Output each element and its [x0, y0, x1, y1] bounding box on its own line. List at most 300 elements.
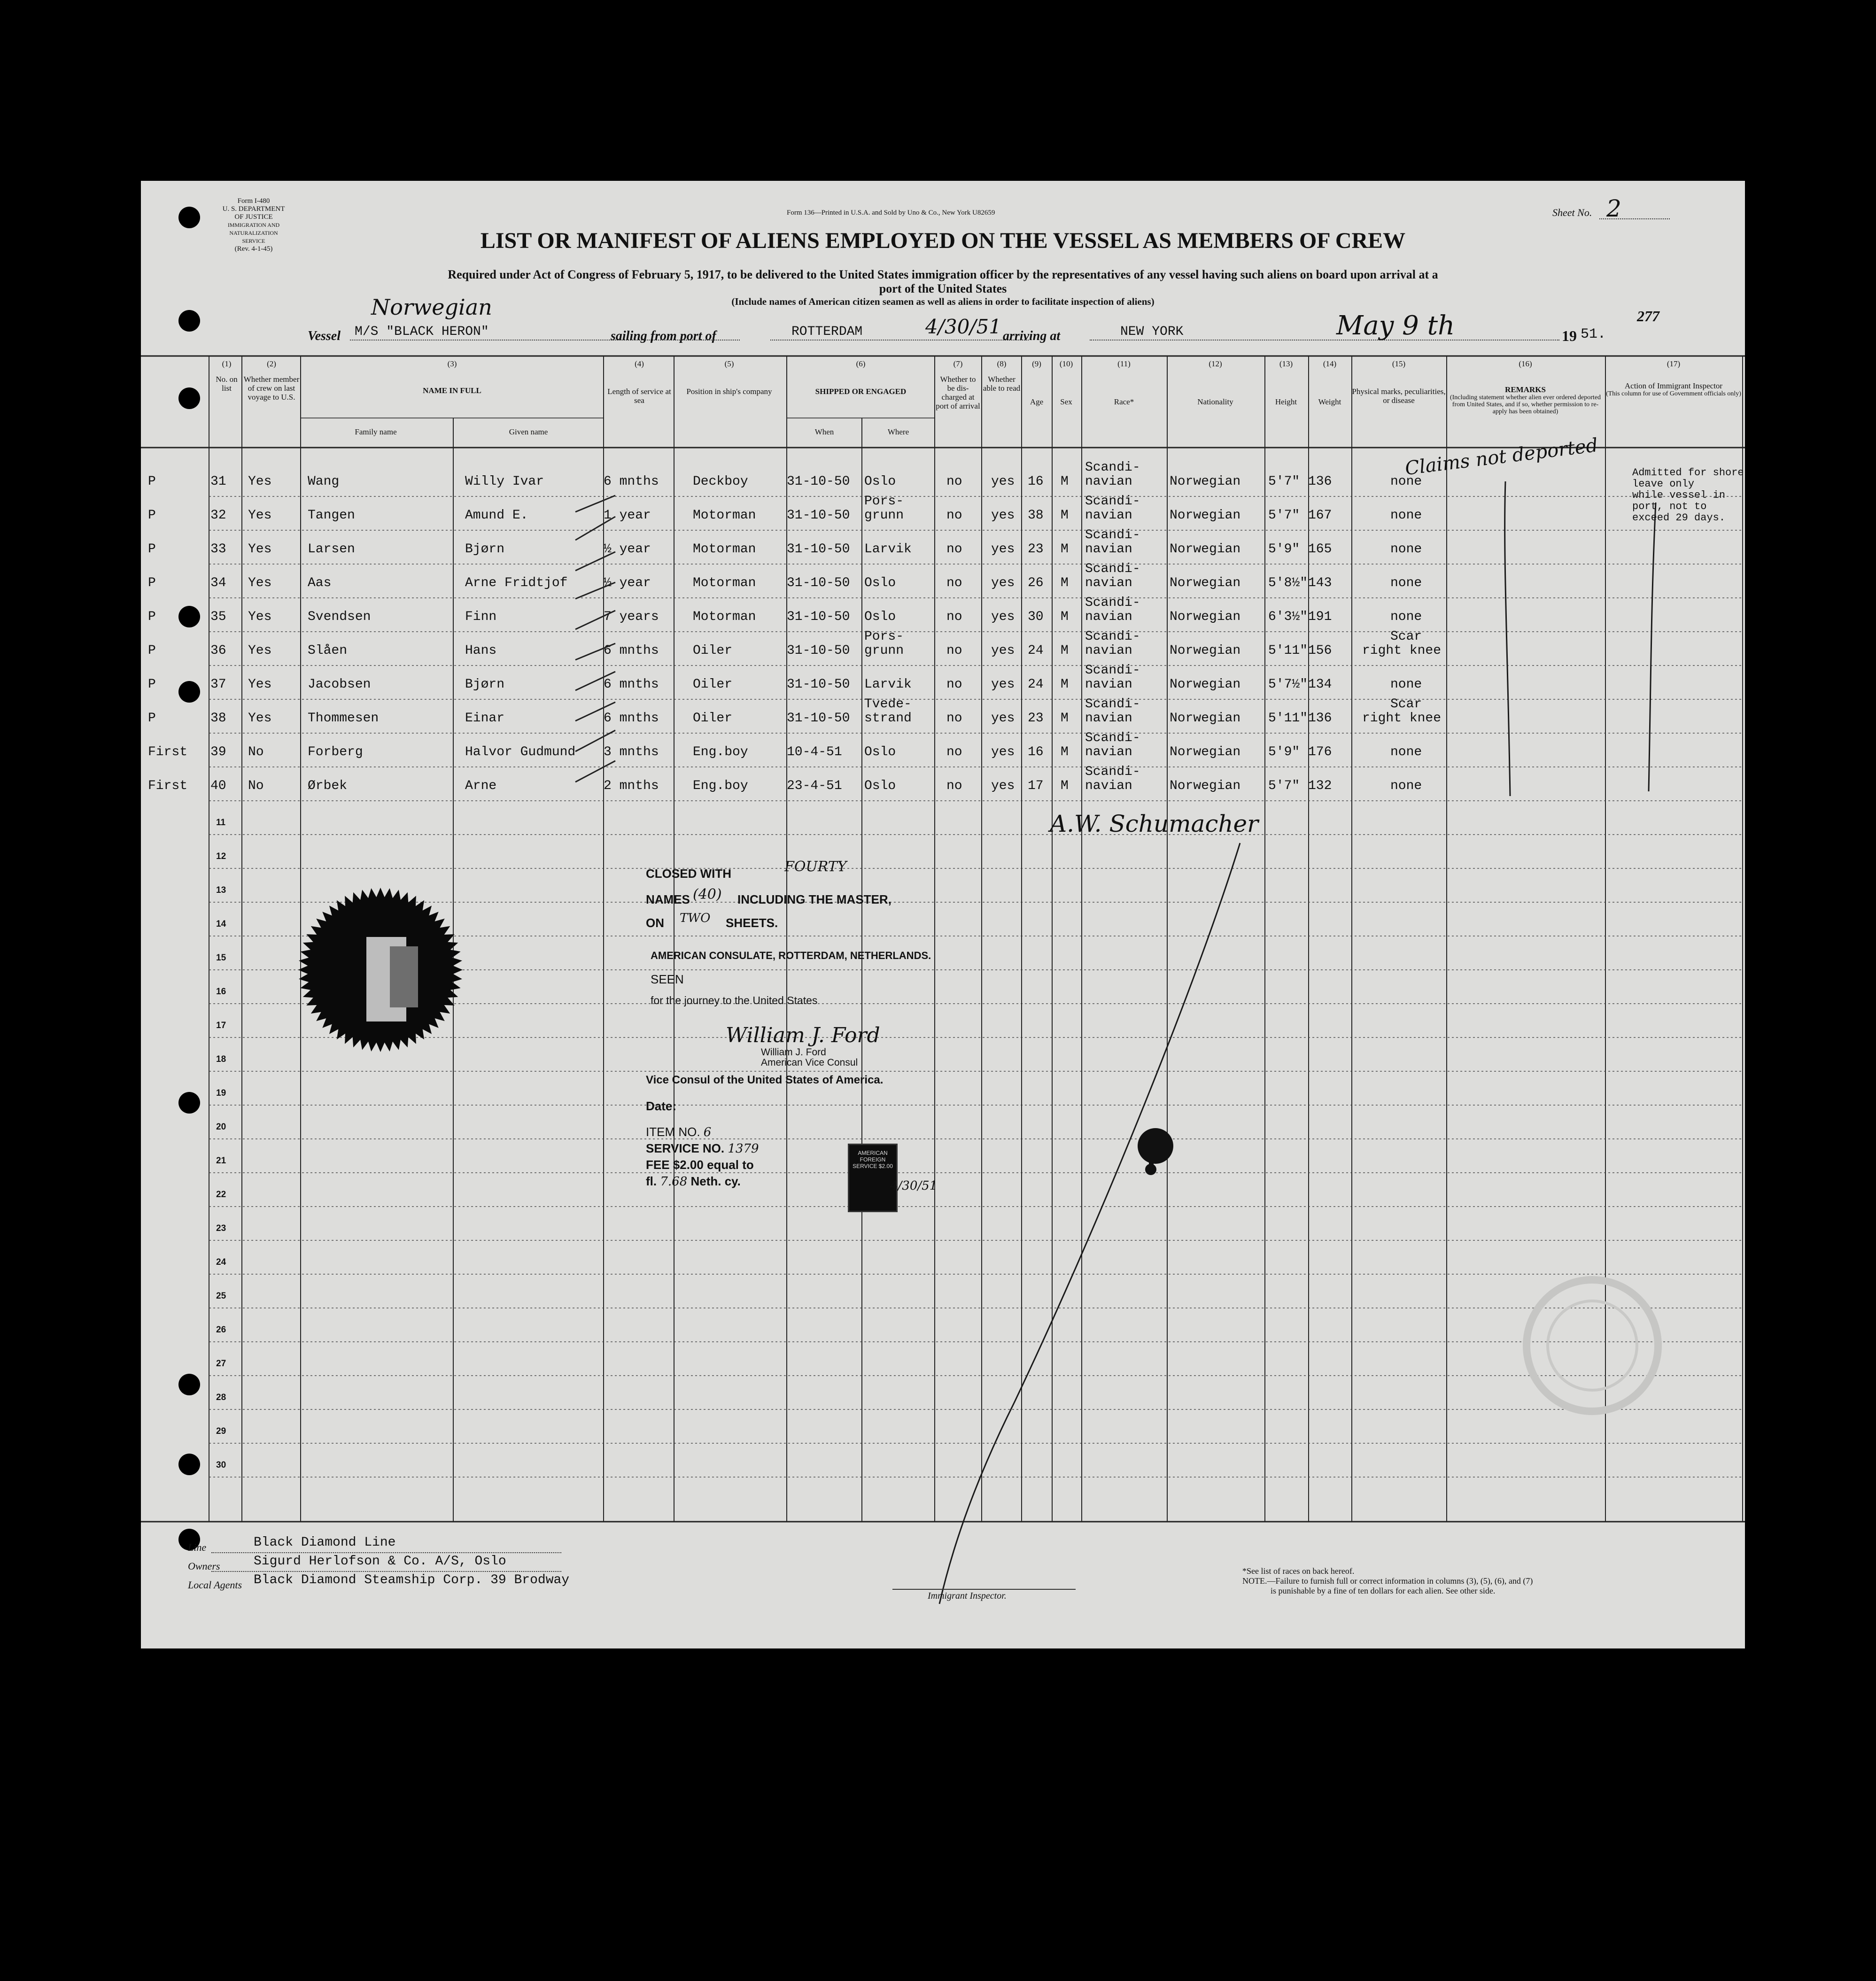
crew-physical-marks: none: [1390, 474, 1422, 489]
crew-race-line2: navian: [1085, 677, 1132, 692]
crew-position: Motorman: [693, 542, 756, 557]
crew-physical-marks: Scar: [1390, 697, 1422, 712]
crew-sex: M: [1061, 508, 1069, 523]
row-number: 13: [216, 885, 226, 895]
closed-count-number: (40): [693, 886, 722, 903]
crew-shipped-when: 31-10-50: [787, 643, 850, 658]
closed-with-label: CLOSED WITH: [646, 867, 731, 881]
crew-shipped-when: 31-10-50: [787, 677, 850, 692]
col8-number: (8): [997, 359, 1007, 368]
crew-race-line2: navian: [1085, 542, 1132, 557]
crew-shipped-where: Larvik: [864, 677, 912, 692]
crew-nationality: Norwegian: [1170, 576, 1241, 590]
crew-can-read: yes: [991, 508, 1015, 523]
arrival-year: 51.: [1581, 326, 1606, 342]
crew-given-name: Bjørn: [465, 542, 505, 557]
crew-last-voyage: Yes: [248, 610, 272, 624]
crew-shipped-where: Oslo: [864, 474, 896, 489]
on-label: ON: [646, 916, 664, 930]
crew-family-name: Svendsen: [308, 610, 371, 624]
row-number: 24: [216, 1257, 226, 1267]
crew-shipped-where: Pors-: [864, 629, 904, 644]
crew-number: 31: [210, 474, 226, 489]
remarks-line-2: while vessel in port, not to: [1632, 489, 1726, 512]
crew-race: Scandi-: [1085, 697, 1140, 712]
crew-service: 6 mnths: [604, 643, 659, 658]
crew-nationality: Norwegian: [1170, 610, 1241, 624]
crew-height: 5'11": [1268, 711, 1308, 726]
journey-text: for the journey to the United States: [651, 994, 818, 1006]
crew-weight: 132: [1308, 779, 1332, 793]
crew-last-voyage: Yes: [248, 542, 272, 557]
sheet-label: Sheet No.: [1552, 207, 1592, 218]
row-number: 29: [216, 1426, 226, 1436]
crew-last-voyage: Yes: [248, 643, 272, 658]
crew-class: P: [148, 711, 156, 726]
immigrant-inspector-label: Immigrant Inspector.: [928, 1591, 1007, 1601]
department-service: IMMIGRATION AND NATURALIZATION SERVICE: [227, 222, 280, 244]
crew-age: 30: [1028, 610, 1044, 624]
crew-discharged: no: [946, 711, 962, 726]
crew-number: 39: [210, 745, 226, 759]
crew-shipped-when: 31-10-50: [787, 542, 850, 557]
crew-class: P: [148, 677, 156, 692]
col6-header: SHIPPED OR ENGAGED: [815, 387, 907, 396]
crew-race: Scandi-: [1085, 596, 1140, 610]
crew-nationality: Norwegian: [1170, 779, 1241, 793]
footer-notes: [1242, 1566, 1533, 1596]
crew-given-name: Amund E.: [465, 508, 528, 523]
crew-shipped-when: 31-10-50: [787, 474, 850, 489]
crew-class: First: [148, 779, 188, 793]
crew-height: 5'7½": [1268, 677, 1308, 692]
crew-age: 17: [1028, 779, 1044, 793]
crew-shipped-where-line2: strand: [864, 711, 912, 726]
crew-last-voyage: No: [248, 779, 264, 793]
crew-service: ½ year: [604, 542, 651, 557]
crew-service: 6 mnths: [604, 474, 659, 489]
note-penalty: NOTE.—Failure to furnish full or correct information in columns (3), (5), (6), and (7): [1242, 1576, 1533, 1586]
crew-shipped-where-line2: grunn: [864, 508, 904, 523]
crew-weight: 136: [1308, 711, 1332, 726]
inspector-signature-line: [892, 1589, 1076, 1590]
crew-sex: M: [1061, 711, 1069, 726]
crew-shipped-where-line2: grunn: [864, 643, 904, 658]
manifest-title: LIST OR MANIFEST OF ALIENS EMPLOYED ON THE VESSEL AS MEMBERS OF CREW: [480, 228, 1406, 253]
col17-header: Action of Immigrant Inspector: [1624, 381, 1723, 390]
subtitle-line-3: (Include names of American citizen seamen as well as aliens in order to facilitate inspection of aliens): [731, 296, 1155, 307]
owners-label: Owners: [188, 1560, 220, 1572]
crew-last-voyage: Yes: [248, 711, 272, 726]
crew-shipped-when: 31-10-50: [787, 576, 850, 590]
crew-class: P: [148, 576, 156, 590]
crew-can-read: yes: [991, 542, 1015, 557]
crew-position: Motorman: [693, 508, 756, 523]
nationality-annotation: Norwegian: [371, 294, 492, 320]
col2-header: Whether member of crew on last voyage to U.S.: [243, 375, 300, 402]
col10-number: (10): [1059, 359, 1073, 368]
crew-nationality: Norwegian: [1170, 643, 1241, 658]
crew-family-name: Ørbek: [308, 779, 348, 793]
col16-number: (16): [1519, 359, 1532, 368]
crew-physical-marks: none: [1390, 610, 1422, 624]
subtitle-line-1: Required under Act of Congress of February 5, 1917, to be delivered to the United States immigration officer by the representatives of any vessel having such aliens on board upon arrival at a: [448, 268, 1438, 281]
arrival-date: May 9 th: [1336, 310, 1455, 341]
embossed-seal: [1517, 1270, 1667, 1421]
col8-header: Whether able to read: [983, 375, 1021, 393]
crew-nationality: Norwegian: [1170, 474, 1241, 489]
crew-discharged: no: [946, 745, 962, 759]
col11-number: (11): [1117, 359, 1131, 368]
crew-can-read: yes: [991, 677, 1015, 692]
row-number: 22: [216, 1190, 226, 1199]
crew-age: 16: [1028, 474, 1044, 489]
arrival-port: NEW YORK: [1120, 325, 1184, 339]
crew-race: Scandi-: [1085, 629, 1140, 644]
note-penalty-cont: is punishable by a fine of ten dollars for each alien. See other side.: [1271, 1586, 1496, 1595]
crew-discharged: no: [946, 576, 962, 590]
crew-number: 40: [210, 779, 226, 793]
crew-nationality: Norwegian: [1170, 542, 1241, 557]
sailing-label: sailing from port of: [611, 329, 716, 343]
crew-can-read: yes: [991, 711, 1015, 726]
crew-height: 6'3½": [1268, 610, 1308, 624]
crew-can-read: yes: [991, 745, 1015, 759]
fee-stamp-date: 4/30/51: [890, 1179, 938, 1193]
agents-value: Black Diamond Steamship Corp. 39 Brodway: [254, 1573, 570, 1587]
date-label: Date:: [646, 1099, 677, 1113]
crew-family-name: Wang: [308, 474, 340, 489]
crew-shipped-where: Oslo: [864, 779, 896, 793]
line-label: Line: [188, 1541, 207, 1553]
footer-labels: [188, 1538, 242, 1594]
crew-number: 37: [210, 677, 226, 692]
including-master-label: INCLUDING THE MASTER,: [737, 892, 891, 906]
crew-last-voyage: Yes: [248, 508, 272, 523]
arriving-label: arriving at: [1003, 329, 1061, 343]
inspector-signature: A.W. Schumacher: [1050, 810, 1259, 837]
crew-sex: M: [1061, 643, 1069, 658]
col15-header: Physical marks, peculiarities, or disease: [1352, 387, 1446, 405]
crew-family-name: Forberg: [308, 745, 363, 759]
col16-subheader: (Including statement whether alien ever ordered deported from United States, and if so, whether permission to re-apply has been obtained): [1450, 394, 1601, 415]
agents-label: Local Agents: [188, 1579, 242, 1591]
crew-age: 26: [1028, 576, 1044, 590]
crew-discharged: no: [946, 610, 962, 624]
crew-weight: 176: [1308, 745, 1332, 759]
crew-number: 38: [210, 711, 226, 726]
crew-given-name: Arne Fridtjof: [465, 576, 568, 590]
item-label: ITEM NO.: [646, 1125, 700, 1139]
crew-discharged: no: [946, 643, 962, 658]
crew-race-line2: navian: [1085, 779, 1132, 793]
crew-class: P: [148, 643, 156, 658]
crew-race: Scandi-: [1085, 562, 1140, 576]
crew-class: P: [148, 610, 156, 624]
crew-weight: 143: [1308, 576, 1332, 590]
crew-class: P: [148, 474, 156, 489]
crew-race-line2: navian: [1085, 711, 1132, 726]
crew-given-name: Bjørn: [465, 677, 505, 692]
crew-can-read: yes: [991, 779, 1015, 793]
crew-race: Scandi-: [1085, 494, 1140, 509]
footer-line-1: [211, 1552, 561, 1553]
crew-height: 5'8½": [1268, 576, 1308, 590]
fee-stamp: [848, 1144, 898, 1212]
year-prefix: 19: [1562, 327, 1577, 344]
row-number: 19: [216, 1088, 226, 1098]
col2-number: (2): [267, 359, 276, 368]
crew-nationality: Norwegian: [1170, 745, 1241, 759]
row-number: 14: [216, 919, 226, 929]
crew-number: 32: [210, 508, 226, 523]
crew-nationality: Norwegian: [1170, 508, 1241, 523]
crew-given-name: Finn: [465, 610, 497, 624]
crew-physical-marks: none: [1390, 779, 1422, 793]
row-number: 28: [216, 1393, 226, 1402]
crew-physical-marks: none: [1390, 508, 1422, 523]
crew-height: 5'9": [1268, 745, 1300, 759]
col6-where-header: Where: [887, 427, 909, 436]
crew-given-name: Einar: [465, 711, 505, 726]
crew-shipped-where: Oslo: [864, 576, 896, 590]
col3-given-header: Given name: [509, 427, 548, 436]
col13-number: (13): [1279, 359, 1293, 368]
fl-value: 7.68: [660, 1175, 688, 1189]
col5-number: (5): [724, 359, 734, 368]
col17-number: (17): [1667, 359, 1681, 368]
stamp-number: 277: [1637, 308, 1659, 325]
crew-position: Motorman: [693, 610, 756, 624]
crew-service: 2 mnths: [604, 779, 659, 793]
seen-label: SEEN: [651, 972, 684, 986]
col6-number: (6): [856, 359, 866, 368]
crew-age: 23: [1028, 542, 1044, 557]
crew-shipped-when: 10-4-51: [787, 745, 842, 759]
crew-discharged: no: [946, 542, 962, 557]
crew-discharged: no: [946, 677, 962, 692]
crew-family-name: Larsen: [308, 542, 355, 557]
crew-physical-marks: Scar: [1390, 629, 1422, 644]
crew-race: Scandi-: [1085, 528, 1140, 542]
remarks-handwritten: Claims not deported: [1403, 434, 1599, 480]
crew-race: Scandi-: [1085, 731, 1140, 745]
form-revision: (Rev. 4-1-45): [234, 245, 273, 253]
line-value: Black Diamond Line: [254, 1535, 396, 1550]
col10-header: Sex: [1060, 397, 1072, 406]
crew-shipped-where: Pors-: [864, 494, 904, 509]
col5-header: Position in ship's company: [686, 387, 772, 396]
crew-family-name: Tangen: [308, 508, 355, 523]
crew-shipped-when: 31-10-50: [787, 508, 850, 523]
crew-service: 1 year: [604, 508, 651, 523]
col7-number: (7): [953, 359, 963, 368]
crew-age: 24: [1028, 677, 1044, 692]
crew-age: 24: [1028, 643, 1044, 658]
crew-shipped-where: Oslo: [864, 745, 896, 759]
crew-height: 5'7": [1268, 508, 1300, 523]
crew-physical-marks: none: [1390, 576, 1422, 590]
crew-sex: M: [1061, 610, 1069, 624]
crew-weight: 167: [1308, 508, 1332, 523]
crew-service: ½ year: [604, 576, 651, 590]
row-number: 26: [216, 1325, 226, 1335]
col6-when-header: When: [814, 427, 834, 436]
crew-sex: M: [1061, 576, 1069, 590]
crew-family-name: Jacobsen: [308, 677, 371, 692]
departure-port: ROTTERDAM: [791, 325, 863, 339]
crew-can-read: yes: [991, 610, 1015, 624]
row-number: 12: [216, 851, 226, 861]
row-number: 23: [216, 1223, 226, 1233]
col13-header: Height: [1275, 397, 1297, 406]
col1-header: No. on list: [216, 375, 238, 393]
crew-class: P: [148, 542, 156, 557]
crew-physical-marks-line2: right knee: [1362, 643, 1442, 658]
crew-age: 16: [1028, 745, 1044, 759]
remarks-line-3: exceed 29 days.: [1632, 512, 1726, 524]
form-number: Form I-480: [237, 197, 270, 205]
crew-last-voyage: Yes: [248, 677, 272, 692]
crew-race-line2: navian: [1085, 643, 1132, 658]
service-number: 1379: [728, 1142, 759, 1156]
crew-height: 5'7": [1268, 779, 1300, 793]
crew-age: 23: [1028, 711, 1044, 726]
crew-family-name: Thommesen: [308, 711, 379, 726]
crew-position: Eng.boy: [693, 745, 748, 759]
crew-sex: M: [1061, 542, 1069, 557]
footer-values: [254, 1533, 569, 1590]
crew-service: 6 mnths: [604, 677, 659, 692]
crew-nationality: Norwegian: [1170, 677, 1241, 692]
crew-shipped-when: 23-4-51: [787, 779, 842, 793]
col15-number: (15): [1392, 359, 1406, 368]
footer-line-2: [211, 1571, 561, 1572]
crew-can-read: yes: [991, 474, 1015, 489]
crew-position: Oiler: [693, 711, 733, 726]
col11-header: Race*: [1114, 397, 1134, 406]
neth-label: Neth. cy.: [690, 1174, 741, 1188]
col3-family-header: Family name: [355, 427, 397, 436]
crew-race-line2: navian: [1085, 610, 1132, 624]
item-number: 6: [703, 1125, 712, 1139]
owners-value: Sigurd Herlofson & Co. A/S, Oslo: [254, 1554, 506, 1569]
crew-class: P: [148, 508, 156, 523]
crew-given-name: Arne: [465, 779, 497, 793]
crew-race-line2: navian: [1085, 745, 1132, 759]
col16-header: REMARKS: [1505, 385, 1546, 394]
sheets-count: TWO: [680, 911, 711, 925]
row-number: 21: [216, 1156, 226, 1166]
row-number: 25: [216, 1291, 226, 1301]
crew-service: 7 years: [604, 610, 659, 624]
col12-number: (12): [1209, 359, 1222, 368]
crew-number: 36: [210, 643, 226, 658]
col1-number: (1): [222, 359, 232, 368]
crew-race: Scandi-: [1085, 460, 1140, 475]
crew-number: 34: [210, 576, 226, 590]
crew-shipped-when: 31-10-50: [787, 711, 850, 726]
row-number: 18: [216, 1054, 226, 1064]
vessel-name: M/S "BLACK HERON": [355, 325, 489, 339]
crew-race-line2: navian: [1085, 474, 1132, 489]
col9-header: Age: [1030, 397, 1044, 406]
crew-discharged: no: [946, 508, 962, 523]
consul-typed-title: American Vice Consul: [761, 1057, 858, 1068]
ink-blot: [1132, 1125, 1188, 1181]
crew-last-voyage: No: [248, 745, 264, 759]
crew-number: 33: [210, 542, 226, 557]
crew-given-name: Willy Ivar: [465, 474, 544, 489]
crew-can-read: yes: [991, 576, 1015, 590]
col4-header: Length of service at sea: [607, 387, 671, 405]
printer-note: Form 136—Printed in U.S.A. and Sold by Uno & Co., New York U82659: [787, 209, 995, 217]
crew-position: Eng.boy: [693, 779, 748, 793]
crew-last-voyage: Yes: [248, 576, 272, 590]
consulate-name: AMERICAN CONSULATE, ROTTERDAM, NETHERLANDS.: [651, 950, 931, 961]
crew-race-line2: navian: [1085, 508, 1132, 523]
crew-race: Scandi-: [1085, 663, 1140, 678]
crew-weight: 134: [1308, 677, 1332, 692]
crew-nationality: Norwegian: [1170, 711, 1241, 726]
crew-number: 35: [210, 610, 226, 624]
crew-sex: M: [1061, 779, 1069, 793]
row-number: 16: [216, 987, 226, 997]
crew-service: 6 mnths: [604, 711, 659, 726]
crew-family-name: Slåen: [308, 643, 348, 658]
col3-number: (3): [447, 359, 457, 368]
col7-header: Whether to be dis-charged at port of arrival: [936, 375, 980, 410]
sailing-date: 4/30/51: [925, 315, 1001, 338]
consul-typed-name: William J. Ford: [761, 1047, 826, 1058]
vessel-label: Vessel: [308, 329, 341, 343]
col3-header: NAME IN FULL: [423, 386, 481, 395]
crew-height: 5'9": [1268, 542, 1300, 557]
crew-shipped-where: Larvik: [864, 542, 912, 557]
crew-sex: M: [1061, 745, 1069, 759]
crew-height: 5'7": [1268, 474, 1300, 489]
fee-label: FEE $2.00 equal to: [646, 1158, 754, 1172]
names-label: NAMES: [646, 892, 690, 906]
crew-position: Oiler: [693, 677, 733, 692]
sheet-number: 2: [1606, 195, 1621, 222]
crew-discharged: no: [946, 474, 962, 489]
seal-emblem: [296, 885, 465, 1054]
fee-stamp-text: AMERICAN FOREIGN SERVICE $2.00: [853, 1150, 893, 1169]
col12-header: Nationality: [1197, 397, 1233, 406]
row-number: 17: [216, 1021, 226, 1030]
remarks-line-1: Admitted for shore leave only: [1632, 467, 1744, 490]
crew-family-name: Aas: [308, 576, 332, 590]
crew-shipped-where: Oslo: [864, 610, 896, 624]
crew-discharged: no: [946, 779, 962, 793]
col17-subheader: (This column for use of Government officials only): [1606, 390, 1741, 397]
closed-count-words: FOURTY: [784, 859, 847, 875]
crew-last-voyage: Yes: [248, 474, 272, 489]
crew-weight: 165: [1308, 542, 1332, 557]
col14-number: (14): [1323, 359, 1337, 368]
crew-sex: M: [1061, 474, 1069, 489]
crew-physical-marks: none: [1390, 745, 1422, 759]
crew-given-name: Hans: [465, 643, 497, 658]
crew-age: 38: [1028, 508, 1044, 523]
crew-physical-marks-line2: right knee: [1362, 711, 1442, 726]
crew-weight: 191: [1308, 610, 1332, 624]
sheets-label: SHEETS.: [726, 916, 778, 930]
col4-number: (4): [635, 359, 644, 368]
crew-physical-marks: none: [1390, 677, 1422, 692]
fl-label: fl.: [646, 1174, 657, 1188]
